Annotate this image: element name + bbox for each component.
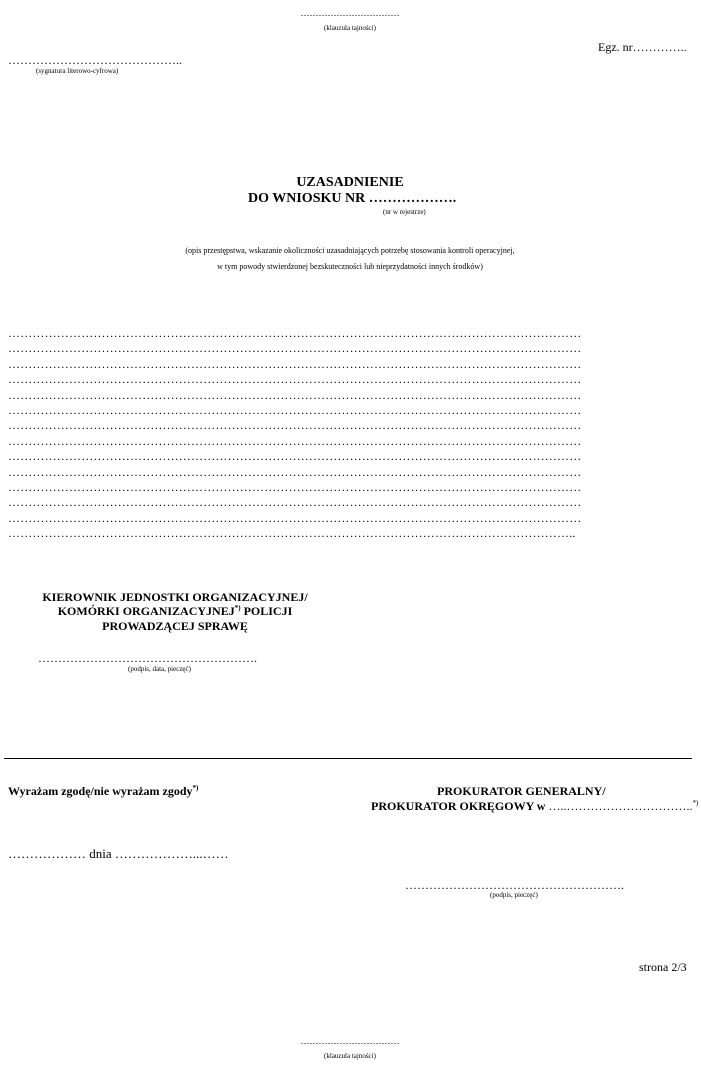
kierownik-signature-label: (podpis, data, pieczęć) [128,665,191,673]
sygnatura-dots: …………………………………….. [8,53,182,67]
text-line: …………………………………………………………………………………………………………………………… [8,495,582,510]
prokurator-okregowy-dots: …..………………………….. [545,799,693,813]
description-line-1: (opis przestępstwa, wskazanie okoliczności uzasadniających potrzebę stosowania kontroli operacyjnej, [185,246,515,255]
text-area [8,326,698,542]
section-divider [4,758,692,759]
zgoda-text [8,784,198,799]
top-klauzula-dots: …………………………… [300,8,400,18]
text-line: …………………………………………………………………………………………………………………………… [8,449,582,464]
bottom-klauzula-dots: …………………………… [300,1036,400,1046]
zgoda-footnote-mark: *) [192,784,199,792]
prokurator-line-1: PROKURATOR GENERALNY/ [437,784,606,798]
text-line: …………………………………………………………………………………………………………………………… [8,326,582,340]
kierownik-line-2-text: KOMÓRKI ORGANIZACYJNEJ [57,604,235,618]
title-wniosek: DO WNIOSKU NR ………………. [248,191,457,206]
text-line: ………………………………………………………………………………………………………………………….. [8,526,576,541]
prokurator-signature-dots: ………………………………………………. [405,878,624,892]
prokurator-footnote-mark: *) [692,799,699,807]
text-line: …………………………………………………………………………………………………………………………… [8,403,582,418]
text-line: …………………………………………………………………………………………………………………………… [8,433,582,448]
kierownik-signature-dots: ………………………………………………. [38,651,257,665]
kierownik-footnote-mark: *) [234,604,241,612]
text-line: …………………………………………………………………………………………………………………………… [8,341,582,356]
text-line: …………………………………………………………………………………………………………………………… [8,372,582,387]
text-line: …………………………………………………………………………………………………………………………… [8,480,582,495]
prokurator-okregowy-label: PROKURATOR OKRĘGOWY w [371,799,546,813]
kierownik-line-3: PROWADZĄCEJ SPRAWĘ [102,619,248,633]
bottom-klauzula-label: (klauzula tajności) [324,1052,376,1060]
description-line-2: w tym powody stwierdzonej bezskuteczności lub nieprzydatności innych środków) [217,262,483,271]
page-title: UZASADNIENIE [296,175,404,190]
text-line: …………………………………………………………………………………………………………………………… [8,387,582,402]
register-label: (nr w rejestrze) [383,208,426,216]
text-line: …………………………………………………………………………………………………………………………… [8,464,582,479]
zgoda-date-line: ……………… dnia ………………...…… [8,846,229,861]
text-line: …………………………………………………………………………………………………………………………… [8,356,582,371]
text-line: …………………………………………………………………………………………………………………………… [8,510,582,525]
text-line: …………………………………………………………………………………………………………………………… [8,418,582,433]
page-number: strona 2/3 [639,960,687,974]
sygnatura-label: (sygnatura literowo-cyfrowa) [36,67,119,75]
kierownik-line-2 [20,604,330,619]
egz-number: Egz. nr………….. [598,40,687,54]
prokurator-signature-label: (podpis, pieczęć) [490,891,538,899]
kierownik-line-2-end: POLICJI [240,604,293,618]
zgoda-label: Wyrażam zgodę/nie wyrażam zgody [8,784,193,798]
kierownik-line-1: KIEROWNIK JEDNOSTKI ORGANIZACYJNEJ/ [42,590,308,604]
prokurator-line-2 [371,799,698,814]
top-klauzula-label: (klauzula tajności) [324,24,376,32]
